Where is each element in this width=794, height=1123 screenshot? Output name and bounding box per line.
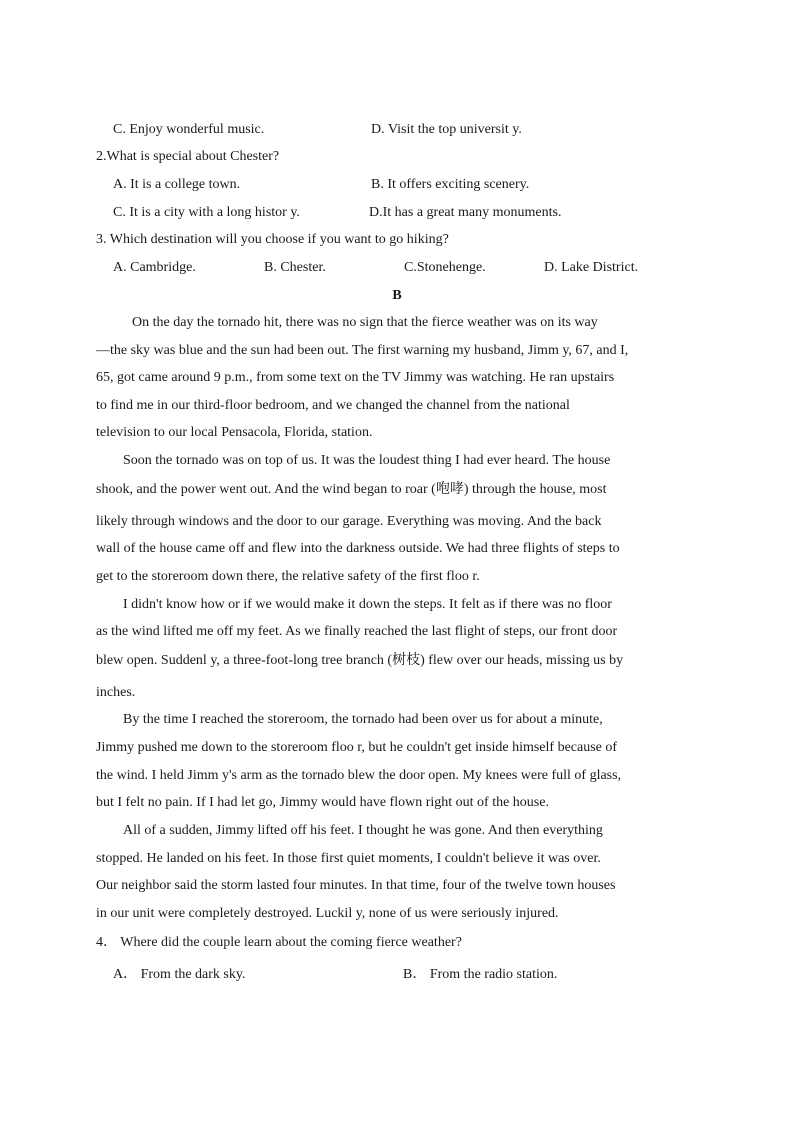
q4-option-b: B． From the radio station. — [403, 967, 558, 982]
q3-stem: 3. Which destination will you choose if you want to go hiking? — [96, 232, 449, 247]
q2-option-d: D.It has a great many monuments. — [369, 205, 562, 220]
passage-p5-line: Our neighbor said the storm lasted four minutes. In that time, four of the twelve town houses — [96, 878, 616, 893]
passage-p3-line: as the wind lifted me off my feet. As we finally reached the last flight of steps, our front door — [96, 624, 618, 639]
passage-p1-line: to find me in our third-floor bedroom, and we changed the channel from the national — [96, 398, 570, 413]
passage-p1-line: television to our local Pensacola, Florida, station. — [96, 425, 373, 440]
q4-option-a: A． From the dark sky. — [113, 967, 246, 982]
q3-option-b: B. Chester. — [264, 260, 326, 275]
q1-option-d: D. Visit the top universit y. — [371, 122, 522, 137]
q2-option-a: A. It is a college town. — [113, 177, 241, 192]
q2-option-c: C. It is a city with a long histor y. — [113, 205, 300, 220]
passage-p2-line: Soon the tornado was on top of us. It was the loudest thing I had ever heard. The house — [123, 453, 611, 468]
q2-option-b: B. It offers exciting scenery. — [371, 177, 530, 192]
passage-p5-line: stopped. He landed on his feet. In those first quiet moments, I couldn't believe it was over. — [96, 851, 601, 866]
passage-p4-line: but I felt no pain. If I had let go, Jimmy would have flown right out of the house. — [96, 795, 549, 810]
passage-p1-line: —the sky was blue and the sun had been out. The first warning my husband, Jimm y, 67, and I, — [96, 343, 629, 358]
passage-p4-line: By the time I reached the storeroom, the tornado had been over us for about a minute, — [123, 712, 603, 727]
q1-option-c: C. Enjoy wonderful music. — [113, 122, 265, 137]
passage-p3-line: blew open. Suddenl y, a three-foot-long tree branch (树枝) flew over our heads, missing us by — [96, 653, 624, 668]
q3-option-c: C.Stonehenge. — [404, 260, 486, 275]
passage-p1-line: 65, got came around 9 p.m., from some text on the TV Jimmy was watching. He ran upstairs — [96, 370, 615, 385]
passage-p5-line: in our unit were completely destroyed. Luckil y, none of us were seriously injured. — [96, 906, 559, 921]
passage-p5-line: All of a sudden, Jimmy lifted off his feet. I thought he was gone. And then everything — [123, 823, 603, 838]
passage-p1-line: On the day the tornado hit, there was no sign that the fierce weather was on its way — [132, 315, 598, 330]
passage-p3-line: inches. — [96, 685, 136, 700]
passage-p4-line: Jimmy pushed me down to the storeroom floo r, but he couldn't get inside himself because of — [96, 740, 618, 755]
passage-p4-line: the wind. I held Jimm y's arm as the tornado blew the door open. My knees were full of glass, — [96, 768, 622, 783]
q2-stem: 2.What is special about Chester? — [96, 149, 280, 164]
passage-p2-line: wall of the house came off and flew into the darkness outside. We had three flights of steps to — [96, 541, 620, 556]
section-heading: B — [392, 288, 402, 303]
q3-option-a: A. Cambridge. — [113, 260, 196, 275]
passage-p2-line: shook, and the power went out. And the wind began to roar (咆哮) through the house, most — [96, 482, 607, 497]
q4-stem: 4． Where did the couple learn about the coming fierce weather? — [96, 935, 462, 950]
passage-p3-line: I didn't know how or if we would make it down the steps. It felt as if there was no floor — [123, 597, 612, 612]
passage-p2-line: get to the storeroom down there, the relative safety of the first floo r. — [96, 569, 480, 584]
q3-option-d: D. Lake District. — [544, 260, 639, 275]
passage-p2-line: likely through windows and the door to our garage. Everything was moving. And the back — [96, 514, 602, 529]
